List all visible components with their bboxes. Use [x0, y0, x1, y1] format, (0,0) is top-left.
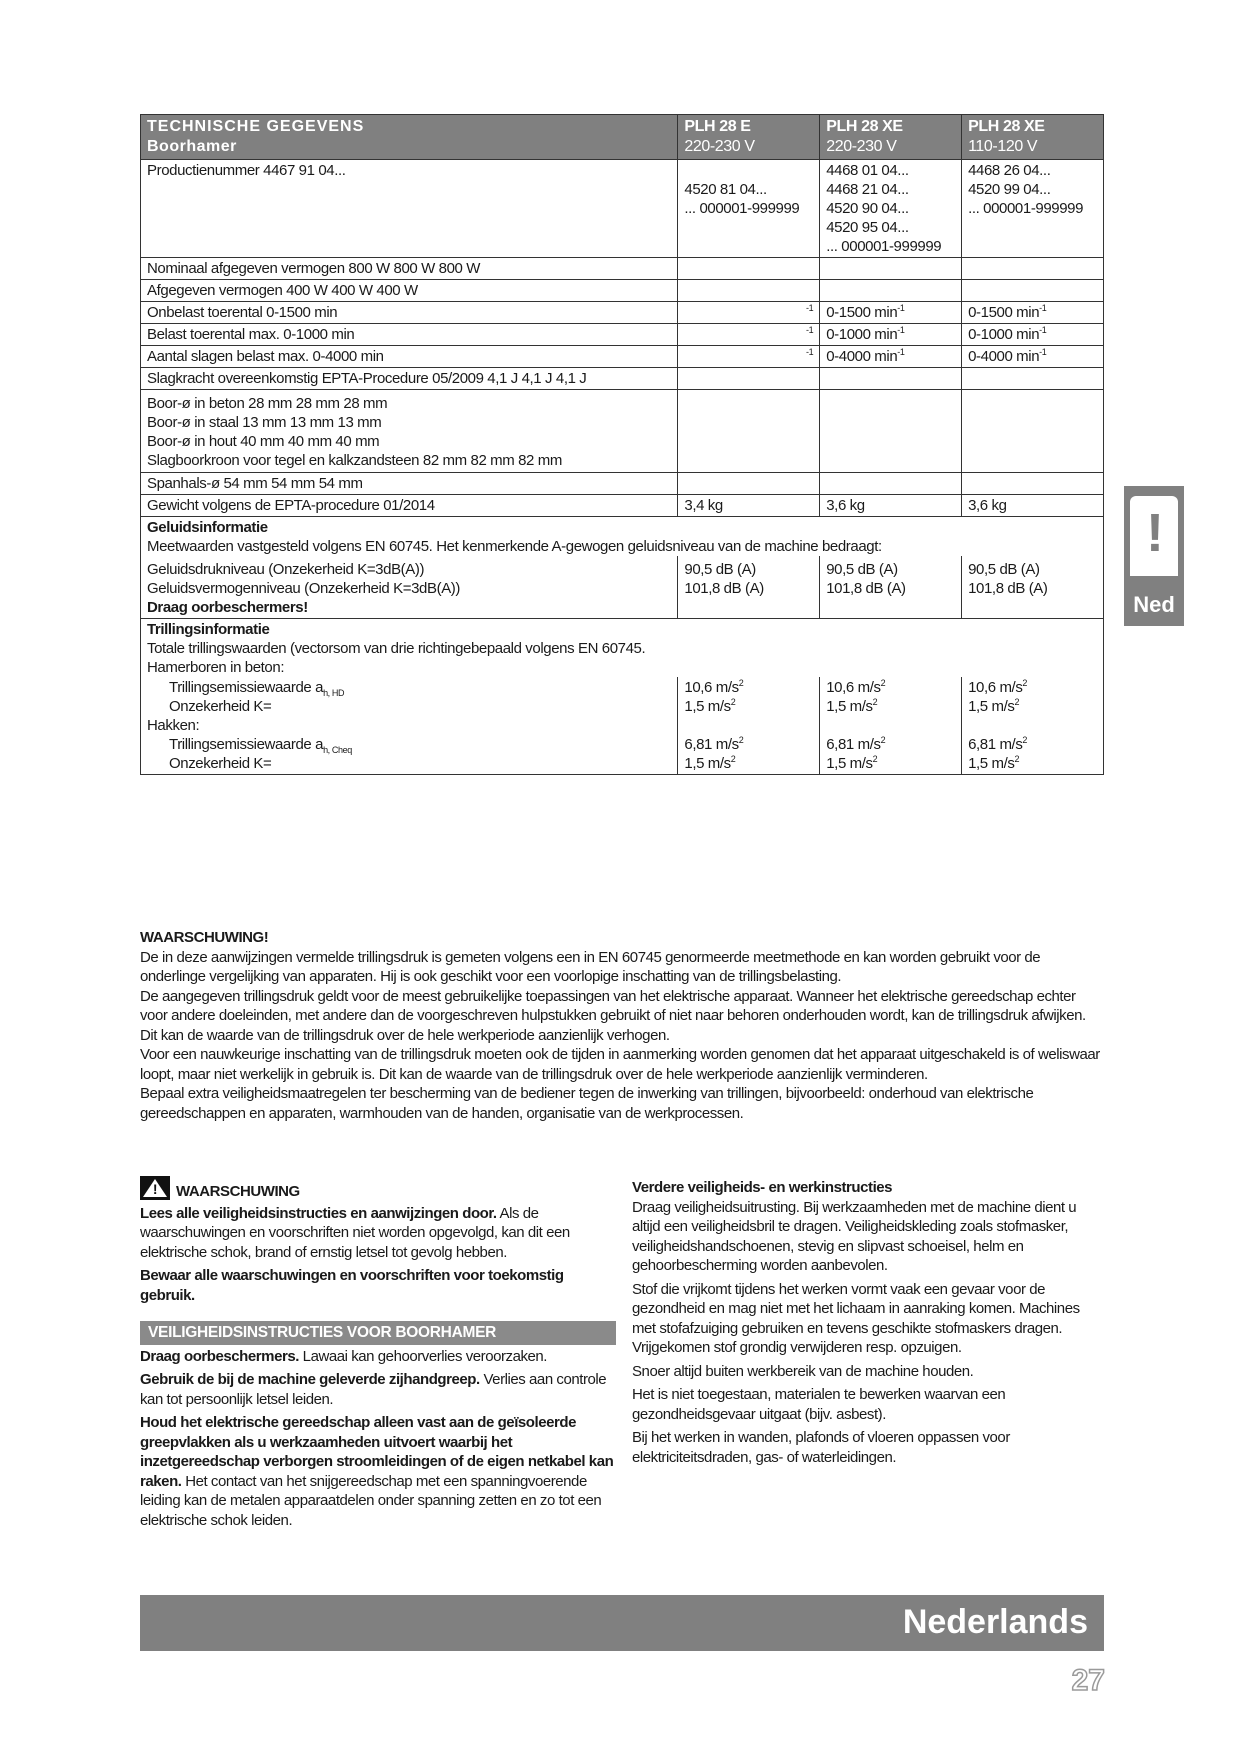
table-row: [141, 258, 1104, 280]
exclamation-mark: !: [1146, 503, 1164, 563]
cell-value: 1,5 m/s: [684, 755, 731, 772]
instruction-text: Het is niet toegestaan, materialen te bewerken waarvan een gezondheidsgevaar uitgaat (bijv. asbest).: [632, 1386, 1006, 1423]
cell-value: 1,5 m/s: [968, 755, 1015, 772]
product-label: Productienummer 4467 91 04...: [141, 160, 678, 258]
row-label: Trillingsemissiewaarde a: [169, 679, 324, 696]
table-row: [141, 390, 1104, 473]
row-label: Afgegeven vermogen 400 W 400 W 400 W: [141, 280, 678, 302]
vibration-warning: [140, 928, 1105, 1123]
row-label: Aantal slagen belast max. 0-4000 min: [141, 346, 678, 368]
cell-value: 101,8 dB (A): [826, 580, 906, 597]
instruction-text: Draag veiligheidsuitrusting. Bij werkzaamheden met de machine dient u altijd een veiligheidsbril te dragen. Veiligheidskleding zoals stofmasker, veiligheidshandschoenen, stevig en slipvast schoeisel, helm en gehoorbescherming worden aanbevolen.: [632, 1198, 1077, 1274]
superscript: 2: [730, 697, 736, 707]
table-row: [141, 619, 1104, 678]
footer-bar: [140, 1595, 1104, 1651]
row-label: Trillingsemissiewaarde a: [169, 736, 324, 753]
cell-value: 6,81 m/s: [684, 736, 739, 753]
technical-data-table: [140, 114, 1104, 775]
cell-value: 3,4 kg: [678, 495, 820, 517]
table-row: [141, 473, 1104, 495]
instruction-text: Stof die vrijkomt tijdens het werken vormt vaak een gevaar voor de gezondheid en mag niet met het lichaam in aanraking komen. Machines met stofafzuiging gebruiken en tevens geschikte stofmaskers dragen. Vrijgekomen stof grondig verwijderen resp. opzuigen.: [632, 1280, 1080, 1356]
cell-value: 1,5 m/s: [684, 698, 731, 715]
warning-title: WAARSCHUWING: [176, 1183, 300, 1200]
cell-value: 101,8 dB (A): [968, 580, 1048, 597]
row-label: Boor-ø in hout 40 mm 40 mm 40 mm: [147, 433, 380, 450]
page-number: 27: [1071, 1664, 1105, 1697]
table-title: TECHNISCHE GEGEVENS: [147, 118, 365, 135]
row-label: Onbelast toerental 0-1500 min: [141, 302, 678, 324]
product-number: 4520 99 04...: [968, 181, 1051, 198]
footer-language: Nederlands: [902, 1603, 1088, 1641]
superscript: -1: [806, 325, 814, 335]
instruction-bold: Houd het elektrische gereedschap alleen vast aan de geïsoleerde greepvlakken als u werkzaamheden uitvoert waarbij het inzetgereedschap verborgen stroomleidingen of de eigen netkabel kan raken.: [140, 1414, 614, 1490]
superscript: -1: [806, 347, 814, 357]
warning-paragraph: De in deze aanwijzingen vermelde trillingsdruk is gemeten volgens een in EN 60745 genormeerde meetmethode en kan worden gebruikt voor de onderlinge vergelijking van apparaten. Hij is ook geschikt voor een voorlopige inschatting van de trillingsbelasting.: [140, 948, 1041, 985]
product-number: 4468 21 04...: [826, 181, 909, 198]
superscript: 2: [738, 735, 744, 745]
cell-value: 10,6 m/s: [826, 679, 881, 696]
side-tab-label: Ned: [1133, 592, 1175, 617]
section-title: Trillingsinformatie: [147, 621, 270, 638]
row-label: Belast toerental max. 0-1000 min: [141, 324, 678, 346]
row-label: Slagboorkroon voor tegel en kalkzandsteen 82 mm 82 mm 82 mm: [147, 452, 562, 469]
product-number: 4520 81 04...: [684, 181, 767, 198]
superscript: -1: [897, 303, 905, 313]
table-row: [141, 495, 1104, 517]
cell-value: 1,5 m/s: [826, 698, 873, 715]
warning-paragraph: Voor een nauwkeurige inschatting van de trillingsdruk moeten ook de tijden in aanmerking worden genomen dat het apparaat uitgeschakeld is of weliswaar loopt, maar niet werkelijk in gebruik is. Dit kan de waarde van de trillingsdruk over de hele werkperiode aanzienlijk verminderen.: [140, 1046, 1100, 1083]
row-label: Boor-ø in beton 28 mm 28 mm 28 mm: [147, 395, 388, 412]
section-heading: VEILIGHEIDSINSTRUCTIES VOOR BOORHAMER: [140, 1321, 616, 1345]
section-intro: Meetwaarden vastgesteld volgens EN 60745. Het kenmerkende A-gewogen geluidsniveau van de machine bedraagt:: [147, 538, 882, 555]
section-intro: Totale trillingswaarden (vectorsom van drie richtingebepaald volgens EN 60745.: [147, 640, 646, 657]
warning-paragraph: Bepaal extra veiligheidsmaatregelen ter bescherming van de bediener tegen de inwerking van trillingen, bijvoorbeeld: onderhoud van elektrische gereedschappen en apparaten, warmhouden van de handen, organisatie van de werkprocessen.: [140, 1085, 1034, 1122]
cell-value: 0-1000 min: [826, 326, 898, 343]
cell-value: 101,8 dB (A): [684, 580, 764, 597]
language-side-tab: [1124, 486, 1184, 626]
cell-value: 90,5 dB (A): [968, 561, 1040, 578]
cell-value: 1,5 m/s: [826, 755, 873, 772]
superscript: 2: [872, 754, 878, 764]
instruction-text: Snoer altijd buiten werkbereik van de machine houden.: [632, 1362, 974, 1380]
superscript: 2: [880, 678, 886, 688]
superscript: 2: [730, 754, 736, 764]
cell-value: 0-4000 min: [826, 348, 898, 365]
warning-paragraph: De aangegeven trillingsdruk geldt voor de meest gebruikelijke toepassingen van het elektrische apparaat. Wanneer het elektrische gereedschap echter voor andere doeleinden, met andere dan de voorgeschreven hulpstukken gebruikt of niet naar behoren onderhouden wordt, kan de trillingsdruk afwijken. Dit kan de waarde van de trillingsdruk over de hele werkperiode aanzienlijk verhogen.: [140, 987, 1086, 1044]
model-voltage: 220-230 V: [826, 138, 897, 155]
subscript: h, HD: [323, 688, 345, 698]
warning-icon: !: [140, 1176, 170, 1200]
row-label: Gewicht volgens de EPTA-procedure 01/2014: [141, 495, 678, 517]
row-label: Geluidsvermogenniveau (Onzekerheid K=3dB(A)): [147, 580, 460, 597]
product-number: 4520 95 04...: [826, 219, 909, 236]
table-row: [141, 368, 1104, 390]
instruction-bold: Draag oorbeschermers.: [140, 1347, 299, 1365]
serial-range: ... 000001-999999: [826, 238, 942, 255]
row-label: Boor-ø in staal 13 mm 13 mm 13 mm: [147, 414, 382, 431]
section-title: Geluidsinformatie: [147, 519, 268, 536]
table-header-row: [141, 115, 1104, 160]
table-row: [141, 302, 1104, 324]
superscript: -1: [1039, 303, 1047, 313]
row-label: Geluidsdrukniveau (Onzekerheid K=3dB(A)): [147, 561, 425, 578]
superscript: 2: [872, 697, 878, 707]
table-row: [141, 677, 1104, 775]
table-row: [141, 280, 1104, 302]
product-number: 4520 90 04...: [826, 200, 909, 217]
cell-value: 10,6 m/s: [684, 679, 739, 696]
cell-value: 3,6 kg: [962, 495, 1104, 517]
product-number: 4468 26 04...: [968, 162, 1051, 179]
instruction-text: Verlies aan controle kan tot persoonlijk letsel leiden.: [140, 1371, 607, 1408]
product-number: 4468 01 04...: [826, 162, 909, 179]
cell-value: 0-4000 min: [968, 348, 1040, 365]
row-label: Nominaal afgegeven vermogen 800 W 800 W 800 W: [141, 258, 678, 280]
right-column: [632, 1178, 1104, 1467]
left-column: [140, 1176, 616, 1530]
superscript: -1: [806, 303, 814, 313]
row-label: Slagkracht overeenkomstig EPTA-Procedure 05/2009 4,1 J 4,1 J 4,1 J: [141, 368, 678, 390]
row-label: Hamerboren in beton:: [147, 659, 285, 676]
superscript: 2: [1014, 754, 1020, 764]
table-row: [141, 556, 1104, 619]
row-label: Onzekerheid K=: [169, 698, 272, 715]
superscript: 2: [880, 735, 886, 745]
table-row: [141, 324, 1104, 346]
instruction-text: Het contact van het snijgereedschap met een spanningvoerende leiding kan de metalen apparaatdelen onder spanning zetten en zo tot een elektrische schok leiden.: [140, 1472, 602, 1529]
row-label: Onzekerheid K=: [169, 755, 272, 772]
cell-value: 6,81 m/s: [826, 736, 881, 753]
cell-value: 90,5 dB (A): [684, 561, 756, 578]
model-name: PLH 28 XE: [968, 118, 1045, 135]
row-label: Spanhals-ø 54 mm 54 mm 54 mm: [141, 473, 678, 495]
serial-range: ... 000001-999999: [968, 200, 1084, 217]
cell-value: 0-1500 min: [968, 304, 1040, 321]
subscript: h, Cheq: [323, 745, 352, 755]
superscript: 2: [1022, 735, 1028, 745]
model-voltage: 110-120 V: [968, 138, 1038, 155]
table-row: [141, 346, 1104, 368]
instruction-bold: Bewaar alle waarschuwingen en voorschriften voor toekomstig gebruik.: [140, 1267, 564, 1304]
table-row: [141, 517, 1104, 557]
superscript: -1: [1039, 325, 1047, 335]
instruction-text: Lawaai kan gehoorverlies veroorzaken.: [298, 1347, 548, 1365]
cell-value: 1,5 m/s: [968, 698, 1015, 715]
cell-value: 90,5 dB (A): [826, 561, 898, 578]
superscript: 2: [1022, 678, 1028, 688]
instruction-bold: Lees alle veiligheidsinstructies en aanwijzingen door.: [140, 1204, 497, 1222]
cell-value: 10,6 m/s: [968, 679, 1023, 696]
serial-range: ... 000001-999999: [684, 200, 800, 217]
warning-title: WAARSCHUWING!: [140, 929, 269, 946]
cell-value: 6,81 m/s: [968, 736, 1023, 753]
superscript: -1: [1039, 347, 1047, 357]
superscript: 2: [738, 678, 744, 688]
table-row: [141, 160, 1104, 258]
section-title: Verdere veiligheids- en werkinstructies: [632, 1179, 893, 1196]
instruction-text: Als de waarschuwingen en voorschriften niet worden opgevolgd, kan dit een elektrische schok, brand of ernstig letsel tot gevolg hebben.: [140, 1204, 570, 1261]
superscript: -1: [897, 347, 905, 357]
cell-value: 0-1000 min: [968, 326, 1040, 343]
superscript: -1: [897, 325, 905, 335]
model-voltage: 220-230 V: [684, 138, 755, 155]
cell-value: 0-1500 min: [826, 304, 898, 321]
ear-protection-note: Draag oorbeschermers!: [147, 599, 308, 616]
cell-value: 3,6 kg: [820, 495, 962, 517]
model-name: PLH 28 E: [684, 118, 751, 135]
superscript: 2: [1014, 697, 1020, 707]
instruction-bold: Gebruik de bij de machine geleverde zijhandgreep.: [140, 1371, 480, 1388]
row-label: Hakken:: [147, 717, 200, 734]
instruction-text: Bij het werken in wanden, plafonds of vloeren oppassen voor elektriciteitsdraden, gas- of waterleidingen.: [632, 1429, 1010, 1466]
model-name: PLH 28 XE: [826, 118, 903, 135]
table-subtitle: Boorhamer: [147, 138, 237, 155]
